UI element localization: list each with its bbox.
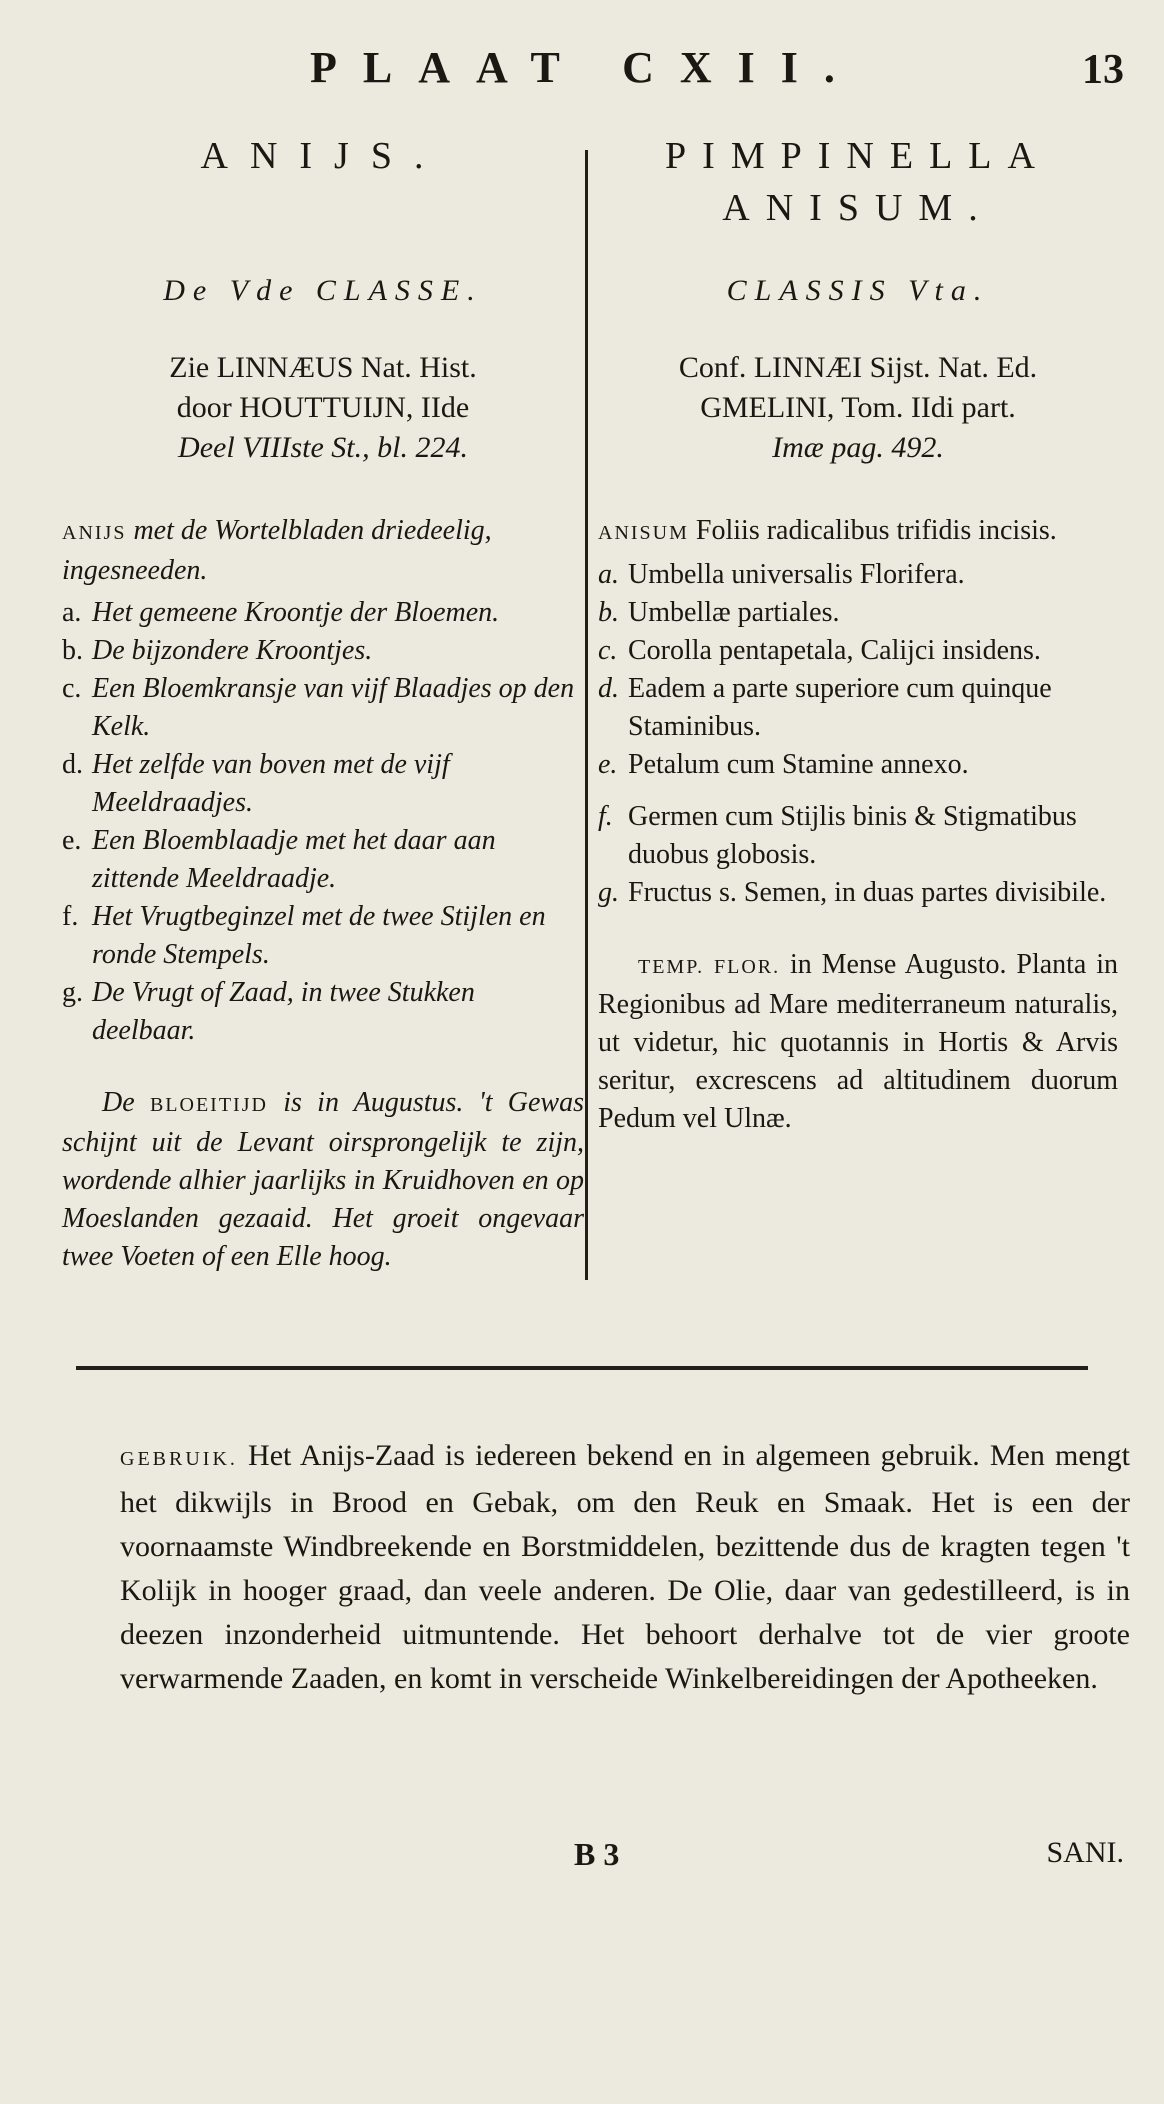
list-item: c. Een Bloemkransje van vijf Blaadjes op den Kelk.	[62, 673, 575, 742]
dutch-flowering-lead: BLOEITIJD	[149, 1094, 268, 1116]
list-spacer	[598, 784, 1118, 798]
usage-text: Het Anijs-Zaad is iedereen bekend en in algemeen gebruik. Men mengt het dikwijls in Brood en Gebak, om den Reuk en Smaak. Het is een der voornaamste Windbreekende en Borstmiddelen, bezittende dus de kragten tegen 't Kolijk in hooger graad, dan veele anderen. De Olie, daar van gedestilleerd, is in deezen inzonderheid uitmuntende. Het behoort derhalve tot de vier groote verwarmende Zaaden, en komt in verscheide Winkelbereidingen der Apotheeken.	[120, 1439, 1130, 1695]
latin-flowering-paragraph	[598, 946, 1118, 1138]
list-item: b. De bijzondere Kroontjes.	[62, 635, 373, 666]
latin-flowering-lead: TEMP. FLOR.	[638, 956, 781, 978]
catchword: SANI.	[1046, 1836, 1124, 1869]
dutch-figure-list	[62, 594, 584, 1050]
dutch-column	[62, 130, 584, 1276]
latin-reference-line: Imæ pag. 492.	[772, 431, 944, 464]
latin-column	[598, 130, 1118, 1138]
list-item: g. Fructus s. Semen, in duas partes divisibile.	[598, 877, 1107, 908]
latin-reference-line: Conf. LINNÆI Sijst. Nat. Ed.	[678, 351, 1038, 384]
plate-title: PLAAT CXII.	[310, 43, 861, 92]
list-item: g. De Vrugt of Zaad, in twee Stukken deelbaar.	[62, 977, 475, 1046]
list-item: f. Germen cum Stijlis binis & Stigmatibus duobus globosis.	[598, 801, 1077, 870]
dutch-description-lead: ANIJS	[62, 522, 127, 544]
list-item: f. Het Vrugtbeginzel met de twee Stijlen en ronde Stempels.	[62, 901, 546, 970]
dutch-flowering-paragraph: De BLOEITIJD is in Augustus. 't Gewas schijnt uit de Levant oirsprongelijk te zijn, wordende alhier jaarlijks in Kruidhoven en op Moeslanden gezaaid. Het groeit ongevaar twee Voeten of een Elle hoog.	[62, 1087, 584, 1272]
list-item: c. Corolla pentapetala, Calijci insidens.	[598, 635, 1041, 666]
latin-class-line: CLASSIS Vta.	[726, 274, 990, 307]
latin-heading-genus: PIMPINELLA	[665, 135, 1051, 177]
latin-figure-list	[598, 556, 1118, 912]
dutch-class-line: De Vde CLASSE.	[163, 274, 483, 307]
list-item: d. Het zelfde van boven met de vijf Meeldraadjes.	[62, 749, 450, 818]
list-item: b. Umbellæ partiales.	[598, 597, 840, 628]
list-item: a. Umbella universalis Florifera.	[598, 559, 965, 590]
latin-description-lead: ANISUM	[598, 522, 689, 544]
list-item: a. Het gemeene Kroontje der Bloemen.	[62, 597, 500, 628]
latin-flowering-text: in Mense Augusto. Planta in Regionibus ad Mare mediterraneum naturalis, ut videtur, hic quotannis in Hortis & Arvis seritur, excrescens ad altitudinem duorum Pedum vel Ulnæ.	[598, 949, 1119, 1134]
usage-paragraph	[120, 1434, 1130, 1701]
dutch-reference-line: Deel VIIIste St., bl. 224.	[178, 431, 468, 464]
dutch-reference-line: door HOUTTUIJN, IIde	[176, 391, 470, 424]
latin-description-text: Foliis radicalibus trifidis incisis.	[688, 515, 1057, 546]
latin-reference-line: GMELINI, Tom. IIdi part.	[700, 391, 1016, 424]
list-item: e. Petalum cum Stamine annexo.	[598, 749, 969, 780]
list-item: e. Een Bloemblaadje met het daar aan zittende Meeldraadje.	[62, 825, 496, 894]
latin-reference	[598, 348, 1118, 468]
column-divider	[585, 150, 588, 1280]
page-number: 13	[1082, 47, 1124, 93]
signature-mark: B 3	[574, 1836, 620, 1872]
section-divider	[76, 1366, 1088, 1370]
dutch-description-text: met de Wortelbladen driedeelig, ingesneeden.	[62, 515, 492, 586]
dutch-flowering-text: is in Augustus. 't Gewas schijnt uit de Levant oirsprongelijk te zijn, wordende alhier jaarlijks in Kruidhoven en op Moeslanden gezaaid. Het groeit ongevaar twee Voeten of een Elle hoog.	[62, 1087, 584, 1272]
dutch-reference-line: Zie LINNÆUS Nat. Hist.	[169, 351, 477, 384]
dutch-reference	[62, 348, 584, 468]
usage-lead: GEBRUIK.	[120, 1448, 238, 1470]
dutch-heading: ANIJS.	[200, 135, 446, 177]
dutch-description	[62, 512, 584, 590]
latin-description	[598, 512, 1118, 552]
list-item: d. Eadem a parte superiore cum quinque Staminibus.	[598, 673, 1052, 742]
latin-heading-species: ANISUM.	[722, 187, 994, 229]
